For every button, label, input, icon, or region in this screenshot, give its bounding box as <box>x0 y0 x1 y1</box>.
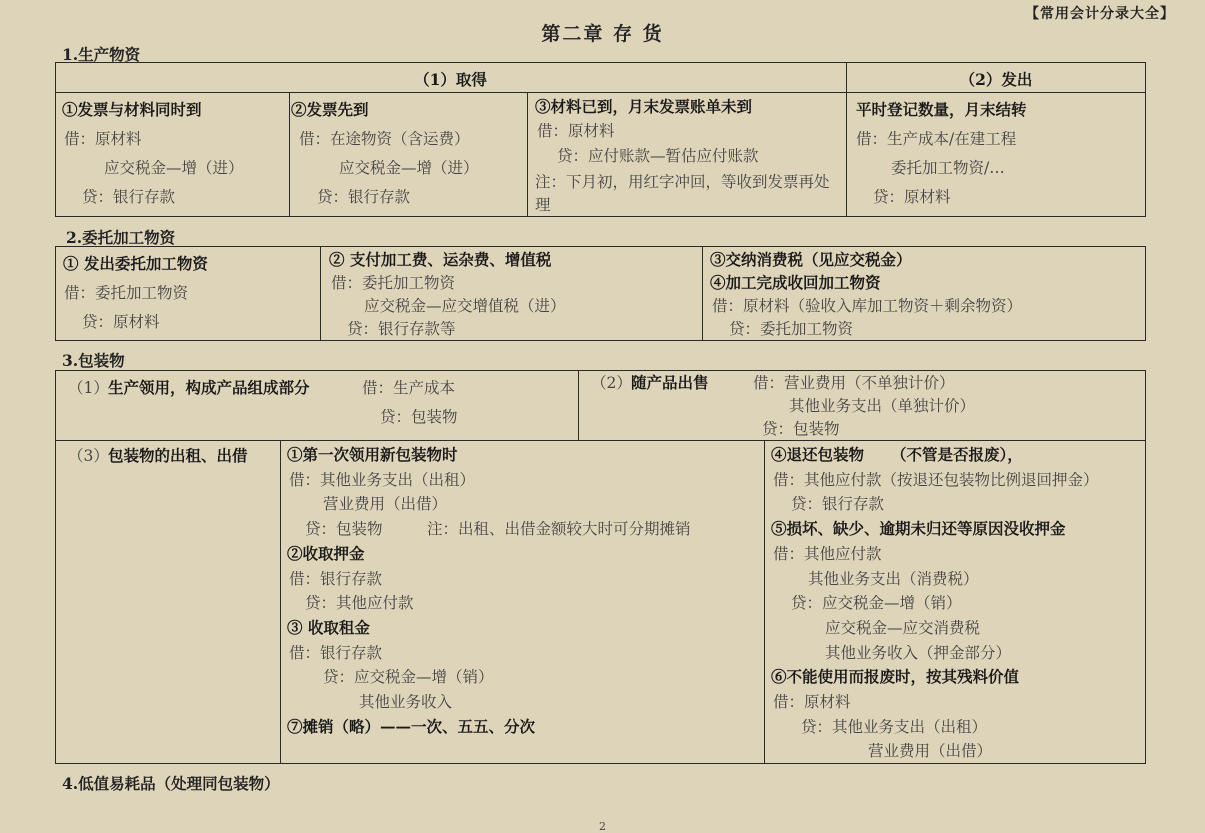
entry-line: 借：原材料 <box>537 122 615 140</box>
entry-line: 借：银行存款 <box>289 644 383 662</box>
table-packaging <box>55 370 1146 764</box>
entry-line: 贷：其他应付款 <box>305 594 414 612</box>
page-number: 2 <box>599 820 606 833</box>
case-heading: 随产品出售 <box>631 373 709 392</box>
case-heading: ① 发出委托加工物资 <box>63 254 208 273</box>
entry-note: 注：出租、出借金额较大时可分期摊销 <box>427 520 691 538</box>
case-heading: ④加工完成收回加工物资 <box>710 273 881 292</box>
entry-line: 贷：应交税金—增（销） <box>791 594 962 612</box>
page-title: 第二章 存 货 <box>541 23 664 45</box>
entry-line: 借：生产成本 <box>362 379 456 397</box>
entry-line: 营业费用（出借） <box>323 495 448 513</box>
entry-line: 贷：包装物 <box>762 420 840 438</box>
entry-line: 借：银行存款 <box>289 570 383 588</box>
entry-line: 其他业务收入（押金部分） <box>825 644 1012 662</box>
item-number: （2） <box>591 374 632 392</box>
case-heading: 包装物的出租、出借 <box>108 446 248 465</box>
entry-line: 贷：其他业务支出（出租） <box>801 718 988 736</box>
entry-line: 借：原材料 <box>773 693 851 711</box>
case-heading: ③材料已到，月末发票账单未到 <box>535 97 753 116</box>
entry-note: 注：下月初，用红字冲回，等收到发票再处理 <box>535 173 830 214</box>
entry-line: 借：其他业务支出（出租） <box>289 471 476 489</box>
entry-line: 借：原材料（验收入库加工物资＋剩余物资） <box>712 297 1023 315</box>
entry-line: 借：委托加工物资 <box>64 284 189 302</box>
entry-line: 贷：包装物 <box>380 408 458 426</box>
section-heading-1: 1.生产物资 <box>62 45 141 64</box>
case-heading: ⑥不能使用而报废时，按其残料价值 <box>771 667 1020 686</box>
entry-line: 贷：银行存款 <box>791 495 885 513</box>
section-heading-2: 2.委托加工物资 <box>66 228 176 247</box>
case-heading: ⑦摊销（略）——一次、五五、分次 <box>287 717 536 736</box>
entry-line: 贷：包装物 <box>305 520 383 538</box>
entry-line: 贷：原材料 <box>873 188 951 206</box>
entry-line: 贷：银行存款等 <box>347 320 456 338</box>
entry-line: 借：其他应付款（按退还包装物比例退回押金） <box>773 471 1099 489</box>
case-heading: ②收取押金 <box>287 544 365 563</box>
table-entrusted-processing <box>55 246 1146 341</box>
entry-line: 贷：应交税金—增（销） <box>323 668 494 686</box>
entry-line: 借：营业费用（不单独计价） <box>753 374 955 392</box>
case-heading: ② 支付加工费、运杂费、增值税 <box>329 250 552 269</box>
case-heading: ③交纳消费税（见应交税金） <box>710 250 912 269</box>
case-heading: 生产领用，构成产品组成部分 <box>108 378 310 397</box>
case-heading: ①第一次领用新包装物时 <box>287 445 458 464</box>
section-heading-3: 3.包装物 <box>62 351 125 370</box>
entry-line: 其他业务支出（单独计价） <box>789 397 976 415</box>
entry-line: 委托加工物资/… <box>891 159 1005 177</box>
entry-line: 借：委托加工物资 <box>331 274 456 292</box>
entry-line: 借：其他应付款 <box>773 545 882 563</box>
col-header-acquire: （1）取得 <box>414 70 487 89</box>
case-heading: 平时登记数量，月末结转 <box>856 100 1027 119</box>
entry-line: 贷：委托加工物资 <box>729 320 854 338</box>
entry-line: 贷：应付账款—暂估应付账款 <box>557 147 759 165</box>
entry-line: 其他业务支出（消费税） <box>808 570 979 588</box>
section-heading-4: 4.低值易耗品（处理同包装物） <box>62 774 280 793</box>
case-heading: ③ 收取租金 <box>287 618 370 637</box>
entry-line: 借：生产成本/在建工程 <box>856 130 1017 148</box>
case-heading: ⑤损坏、缺少、逾期未归还等原因没收押金 <box>771 519 1066 538</box>
entry-line: 借：原材料 <box>64 130 142 148</box>
entry-line: 应交税金—应交消费税 <box>825 619 981 637</box>
entry-line: 应交税金—增（进） <box>104 159 244 177</box>
entry-line: 应交税金—增（进） <box>339 159 479 177</box>
entry-line: 其他业务收入 <box>359 693 453 711</box>
case-heading: ④退还包装物 <box>771 445 865 464</box>
entry-line: 贷：银行存款 <box>82 188 176 206</box>
item-number: （3） <box>68 447 109 465</box>
entry-line: 贷：原材料 <box>82 313 160 331</box>
case-heading: ①发票与材料同时到 <box>62 100 202 119</box>
entry-line: 应交税金—应交增值税（进） <box>364 297 566 315</box>
col-header-issue: （2）发出 <box>959 70 1033 89</box>
case-heading-note: （不管是否报废）， <box>891 445 1023 464</box>
entry-line: 营业费用（出借） <box>868 742 993 760</box>
entry-line: 贷：银行存款 <box>317 188 411 206</box>
item-number: （1） <box>68 379 109 397</box>
collection-title: 【常用会计分录大全】 <box>1025 6 1175 22</box>
case-heading: ②发票先到 <box>291 100 369 119</box>
entry-line: 借：在途物资（含运费） <box>299 130 470 148</box>
